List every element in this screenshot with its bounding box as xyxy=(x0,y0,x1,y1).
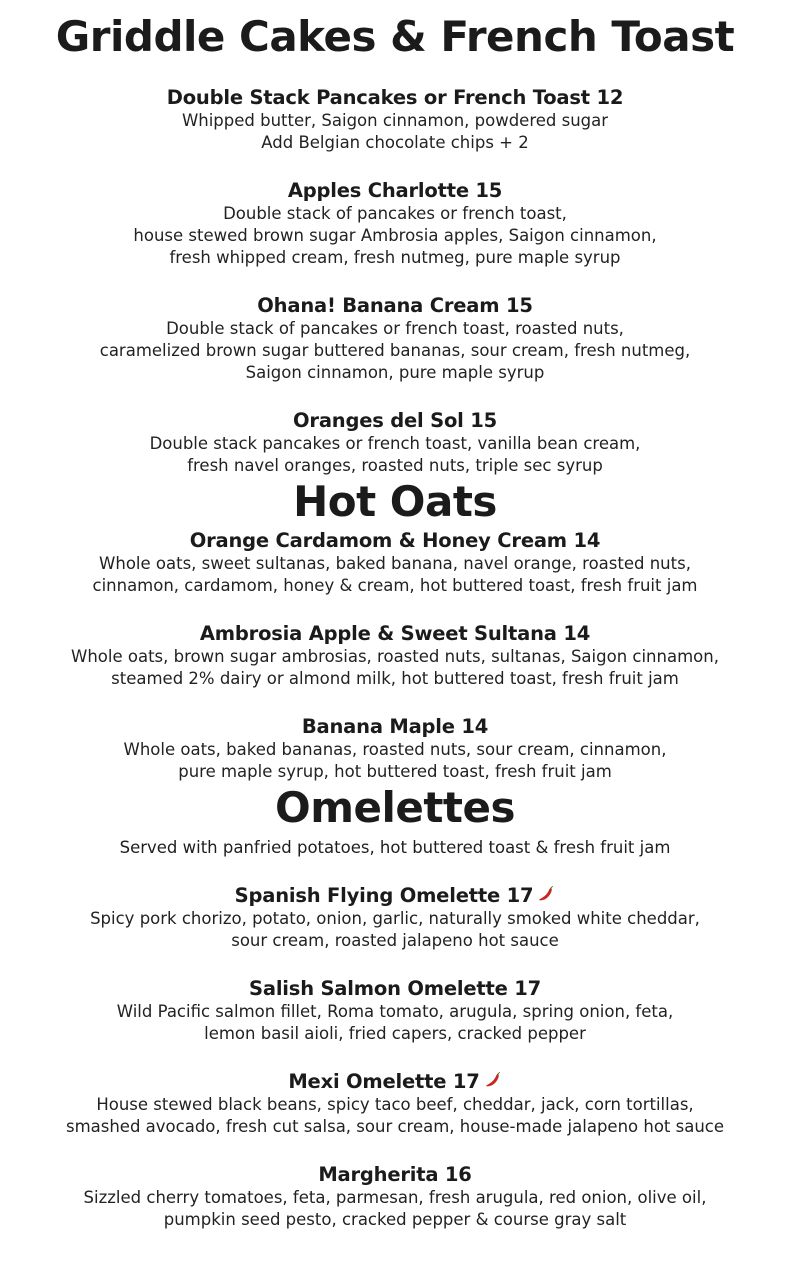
menu-item-name: Margherita 16 xyxy=(318,1163,472,1186)
menu-item-description: sour cream, roasted jalapeno hot sauce xyxy=(231,931,559,950)
chili-pepper-icon xyxy=(484,1071,502,1089)
menu-item-name: Apples Charlotte 15 xyxy=(287,179,503,202)
menu-item-description: Double stack pancakes or french toast, vanilla bean cream, xyxy=(149,434,641,453)
menu-item-description: Wild Pacific salmon fillet, Roma tomato, arugula, spring onion, feta, xyxy=(116,1002,674,1021)
menu-item xyxy=(0,179,790,269)
menu-item-name-row xyxy=(0,1070,790,1094)
menu-item-description: fresh navel oranges, roasted nuts, triple sec syrup xyxy=(187,456,603,475)
menu-item-name: Mexi Omelette 17 xyxy=(288,1070,480,1093)
section-title-griddle: Griddle Cakes & French Toast xyxy=(55,12,735,61)
menu-item-description: pure maple syrup, hot buttered toast, fresh fruit jam xyxy=(178,762,612,781)
menu-item-description: house stewed brown sugar Ambrosia apples, Saigon cinnamon, xyxy=(133,226,657,245)
menu-item xyxy=(0,294,790,384)
menu-item-description: lemon basil aioli, fried capers, cracked pepper xyxy=(204,1024,586,1043)
menu-item-description: Double stack of pancakes or french toast, roasted nuts, xyxy=(166,319,624,338)
menu-item xyxy=(0,409,790,477)
menu-item-description: smashed avocado, fresh cut salsa, sour cream, house-made jalapeno hot sauce xyxy=(65,1117,725,1136)
menu-item-name: Oranges del Sol 15 xyxy=(293,409,497,432)
menu-item-description: Double stack of pancakes or french toast, xyxy=(223,204,567,223)
menu-item xyxy=(0,1163,790,1231)
menu-item-description: Whole oats, baked bananas, roasted nuts, sour cream, cinnamon, xyxy=(123,740,667,759)
menu-item-description: Whipped butter, Saigon cinnamon, powdered sugar xyxy=(181,111,609,130)
menu-item xyxy=(0,715,790,783)
menu-item-description: Saigon cinnamon, pure maple syrup xyxy=(245,363,545,382)
menu-item xyxy=(0,529,790,597)
menu-item-description: cinnamon, cardamom, honey & cream, hot buttered toast, fresh fruit jam xyxy=(92,576,698,595)
menu-item-name: Ambrosia Apple & Sweet Sultana 14 xyxy=(199,622,591,645)
menu-item-name: Spanish Flying Omelette 17 xyxy=(234,884,534,907)
menu-item-description: Sizzled cherry tomatoes, feta, parmesan, fresh arugula, red onion, olive oil, xyxy=(83,1188,707,1207)
menu-item-description: steamed 2% dairy or almond milk, hot buttered toast, fresh fruit jam xyxy=(111,669,679,688)
menu-item-name: Orange Cardamom & Honey Cream 14 xyxy=(189,529,601,552)
menu-item-name-row xyxy=(0,884,790,908)
menu-item-description: Spicy pork chorizo, potato, onion, garlic, naturally smoked white cheddar, xyxy=(90,909,700,928)
chili-pepper-icon xyxy=(537,885,555,903)
menu-item-description: fresh whipped cream, fresh nutmeg, pure maple syrup xyxy=(169,248,621,267)
menu-item xyxy=(0,977,790,1045)
menu-item-description: Whole oats, sweet sultanas, baked banana, navel orange, roasted nuts, xyxy=(99,554,691,573)
menu-item-description: Add Belgian chocolate chips + 2 xyxy=(261,133,529,152)
menu-item-name: Double Stack Pancakes or French Toast 12 xyxy=(166,86,624,109)
menu-item-description: Whole oats, brown sugar ambrosias, roasted nuts, sultanas, Saigon cinnamon, xyxy=(71,647,719,666)
menu-item-name: Ohana! Banana Cream 15 xyxy=(257,294,533,317)
menu-item-description: pumpkin seed pesto, cracked pepper & course gray salt xyxy=(163,1210,627,1229)
section-title-hot-oats: Hot Oats xyxy=(293,477,497,526)
section-note: Served with panfried potatoes, hot buttered toast & fresh fruit jam xyxy=(119,838,671,857)
section-title-omelettes: Omelettes xyxy=(275,783,515,832)
menu-item-description: caramelized brown sugar buttered bananas, sour cream, fresh nutmeg, xyxy=(99,341,691,360)
menu-item-description: House stewed black beans, spicy taco beef, cheddar, jack, corn tortillas, xyxy=(96,1095,694,1114)
menu-item xyxy=(0,884,790,952)
menu-item-name: Banana Maple 14 xyxy=(301,715,489,738)
menu-item xyxy=(0,622,790,690)
menu-item xyxy=(0,1070,790,1138)
menu-item-name: Salish Salmon Omelette 17 xyxy=(249,977,541,1000)
menu-item xyxy=(0,86,790,154)
